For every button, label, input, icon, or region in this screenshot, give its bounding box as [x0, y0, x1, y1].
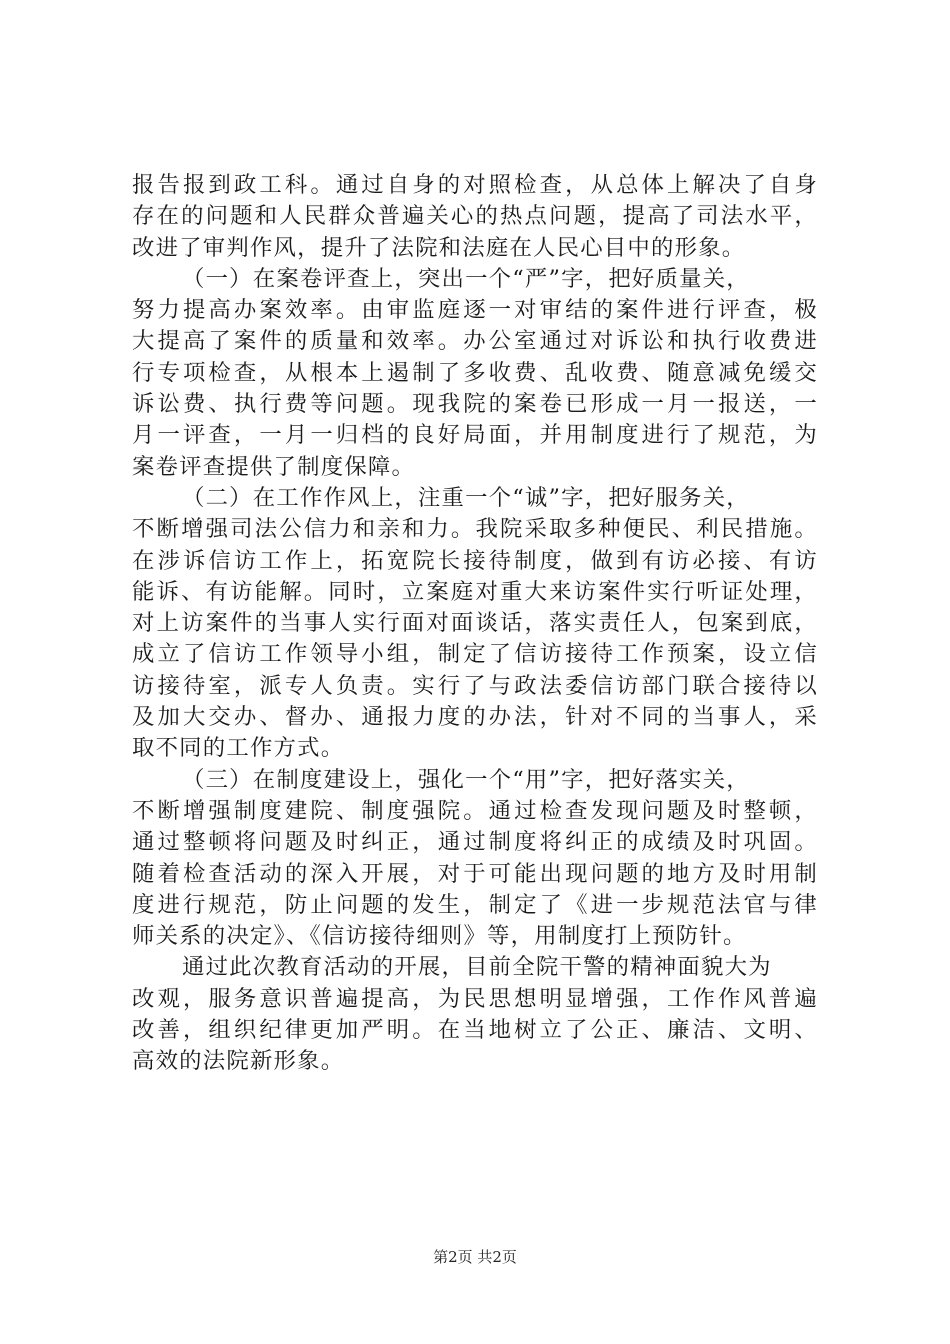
text-line: 高效的法院新形象。: [132, 1048, 345, 1075]
text-line: 成立了信访工作领导小组，制定了信访接待工作预案，设立信: [132, 641, 818, 668]
text-line: 大提高了案件的质量和效率。办公室通过对诉讼和执行收费进: [132, 328, 818, 355]
text-line: 师关系的决定》、《信访接待细则》等，用制度打上预防针。: [132, 923, 747, 950]
text-line: 不断增强司法公信力和亲和力。我院采取多种便民、利民措施。: [132, 516, 818, 543]
text-line: 报告报到政工科。通过自身的对照检查，从总体上解决了自身: [132, 172, 818, 198]
text-line: 不断增强制度建院、制度强院。通过检查发现问题及时整顿，: [132, 797, 818, 824]
text-line: 对上访案件的当事人实行面对面谈话，落实责任人，包案到底，: [132, 610, 818, 637]
text-line: 努力提高办案效率。由审监庭逐一对审结的案件进行评查，极: [132, 297, 818, 324]
text-line: 存在的问题和人民群众普遍关心的热点问题，提高了司法水平，: [132, 203, 818, 230]
text-line: 随着检查活动的深入开展，对于可能出现问题的地方及时用制: [132, 860, 818, 887]
text-line: 改进了审判作风，提升了法院和法庭在人民心目中的形象。: [132, 234, 746, 261]
text-line: 及加大交办、督办、通报力度的办法，针对不同的当事人，采: [132, 704, 818, 731]
page-number-footer: 第2页 共2页: [433, 1248, 517, 1266]
text-line: 行专项检查，从根本上遏制了多收费、乱收费、随意减免缓交: [132, 359, 818, 386]
text-line: 访接待室，派专人负责。实行了与政法委信访部门联合接待以: [132, 672, 818, 699]
document-body: [132, 170, 818, 1078]
text-line: 能诉、有访能解。同时，立案庭对重大来访案件实行听证处理，: [132, 578, 818, 605]
text-line: 改观，服务意识普遍提高，为民思想明显增强，工作作风普遍: [132, 985, 818, 1012]
text-line: （二）在工作作风上，注重一个“诚”字，把好服务关，: [182, 484, 750, 511]
text-line: 案卷评查提供了制度保障。: [132, 453, 416, 480]
text-line: 改善，组织纪律更加严明。在当地树立了公正、廉洁、文明、: [132, 1017, 818, 1044]
text-line: 取不同的工作方式。: [132, 735, 345, 762]
text-line: 月一评查，一月一归档的良好局面，并用制度进行了规范，为: [132, 422, 818, 449]
text-line: 诉讼费、执行费等问题。现我院的案卷已形成一月一报送，一: [132, 391, 818, 418]
text-line: 度进行规范，防止问题的发生，制定了《进一步规范法官与律: [132, 891, 818, 918]
text-line: 在涉诉信访工作上，拓宽院长接待制度，做到有访必接、有访: [132, 547, 818, 574]
text-line: （一）在案卷评查上，突出一个“严”字，把好质量关，: [182, 265, 750, 292]
text-line: 通过整顿将问题及时纠正，通过制度将纠正的成绩及时巩固。: [132, 829, 818, 856]
text-line: （三）在制度建设上，强化一个“用”字，把好落实关，: [182, 766, 750, 793]
text-line: 通过此次教育活动的开展，目前全院干警的精神面貌大为: [182, 954, 772, 981]
